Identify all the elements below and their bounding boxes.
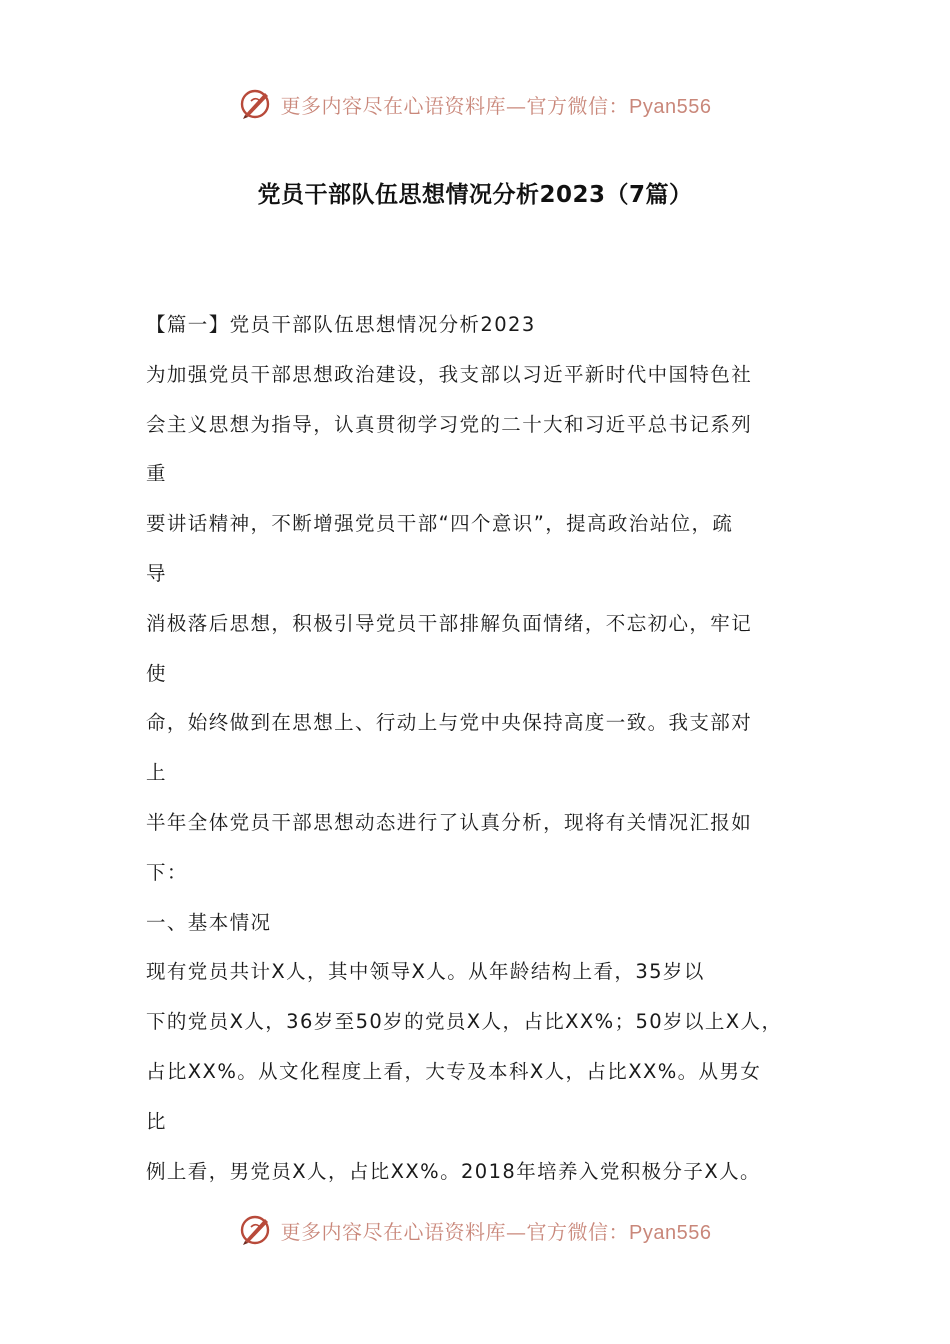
body-line: 消极落后思想，积极引导党员干部排解负面情绪，不忘初心，牢记 [146,611,753,635]
body-line: 下的党员X人，36岁至50岁的党员X人，占比XX%；50岁以上X人， [146,1010,783,1034]
body-line: 现有党员共计X人，其中领导X人。从年龄结构上看，35岁以 [146,960,705,984]
body-line: 为加强党员干部思想政治建设，我支部以习近平新时代中国特色社 [146,362,753,386]
body-line: 会主义思想为指导，认真贯彻学习党的二十大和习近平总书记系列 [146,412,753,436]
wechat-id: Pyan556 [629,1221,712,1244]
watermark-banner-top [0,82,950,126]
document-body [146,300,836,1196]
watermark-text: 更多内容尽在心语资料库—官方微信：Pyan556 [280,1219,712,1244]
wechat-id: Pyan556 [629,95,712,118]
body-line: 重 [146,462,167,486]
document-title: 党员干部队伍思想情况分析2023（7篇） [257,182,693,208]
pen-logo-icon [239,87,273,121]
body-line: 例上看，男党员X人，占比XX%。2018年培养入党积极分子X人。 [146,1159,761,1183]
body-line: 下： [146,860,188,884]
body-line: 半年全体党员干部思想动态进行了认真分析，现将有关情况汇报如 [146,810,753,834]
body-line: 比 [146,1109,167,1133]
watermark-text: 更多内容尽在心语资料库—官方微信：Pyan556 [280,93,712,118]
body-line: 要讲话精神，不断增强党员干部“四个意识”，提高政治站位，疏 [146,512,734,536]
body-line: 【篇一】党员干部队伍思想情况分析2023 [146,313,536,336]
body-line: 占比XX%。从文化程度上看，大专及本科X人，占比XX%。从男女 [146,1059,762,1083]
pen-logo-icon [239,1213,273,1247]
body-line: 导 [146,561,167,585]
body-line: 命，始终做到在思想上、行动上与党中央保持高度一致。我支部对 [146,711,753,735]
section-heading: 一、基本情况 [146,910,272,934]
body-line: 上 [146,761,167,785]
watermark-banner-bottom [0,1208,950,1252]
body-line: 使 [146,661,167,685]
